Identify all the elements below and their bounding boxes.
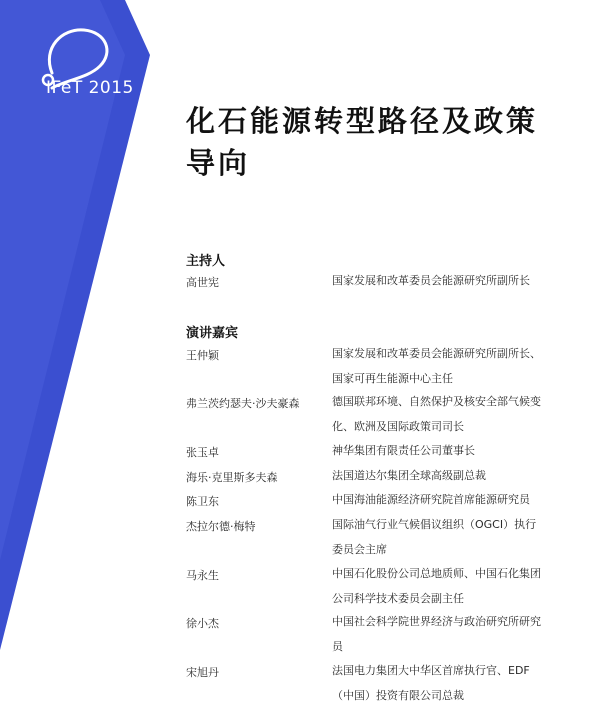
person-name: 陈卫东 (186, 495, 219, 508)
person-role: 中国石化股份公司总地质师、中国石化集团公司科学技术委员会副主任 (332, 567, 541, 605)
page-title: 化石能源转型路径及政策导向 (186, 104, 539, 180)
person-name: 张玉卓 (186, 446, 219, 459)
person-role: 国家发展和改革委员会能源研究所副所长、国家可再生能源中心主任 (332, 347, 541, 385)
person-name: 海乐·克里斯多夫森 (186, 471, 278, 484)
speakers-heading: 演讲嘉宾 (186, 326, 239, 341)
person-role: 法国电力集团大中华区首席执行官、EDF（中国）投资有限公司总裁 (332, 664, 530, 702)
person-name: 徐小杰 (186, 617, 219, 630)
person-name: 马永生 (186, 569, 219, 582)
person-name: 弗兰茨约瑟夫·沙夫豪森 (186, 397, 300, 410)
person-name: 王仲颖 (186, 349, 219, 362)
person-role: 神华集团有限责任公司董事长 (332, 444, 475, 457)
person-role: 中国社会科学院世界经济与政治研究所研究员 (332, 615, 541, 653)
person-role: 法国道达尔集团全球高级副总裁 (332, 469, 486, 482)
person-name: 宋旭丹 (186, 666, 219, 679)
person-role: 国家发展和改革委员会能源研究所副所长 (332, 274, 530, 287)
person-name: 杰拉尔德·梅特 (186, 520, 256, 533)
logo-text: IFeT 2015 (46, 78, 134, 98)
host-heading: 主持人 (186, 254, 226, 269)
person-role: 国际油气行业气候倡议组织（OGCI）执行委员会主席 (332, 518, 537, 556)
person-role: 德国联邦环境、自然保护及核安全部气候变化、欧洲及国际政策司司长 (332, 395, 541, 433)
person-role: 中国海油能源经济研究院首席能源研究员 (332, 493, 530, 506)
person-name: 高世宪 (186, 276, 219, 289)
